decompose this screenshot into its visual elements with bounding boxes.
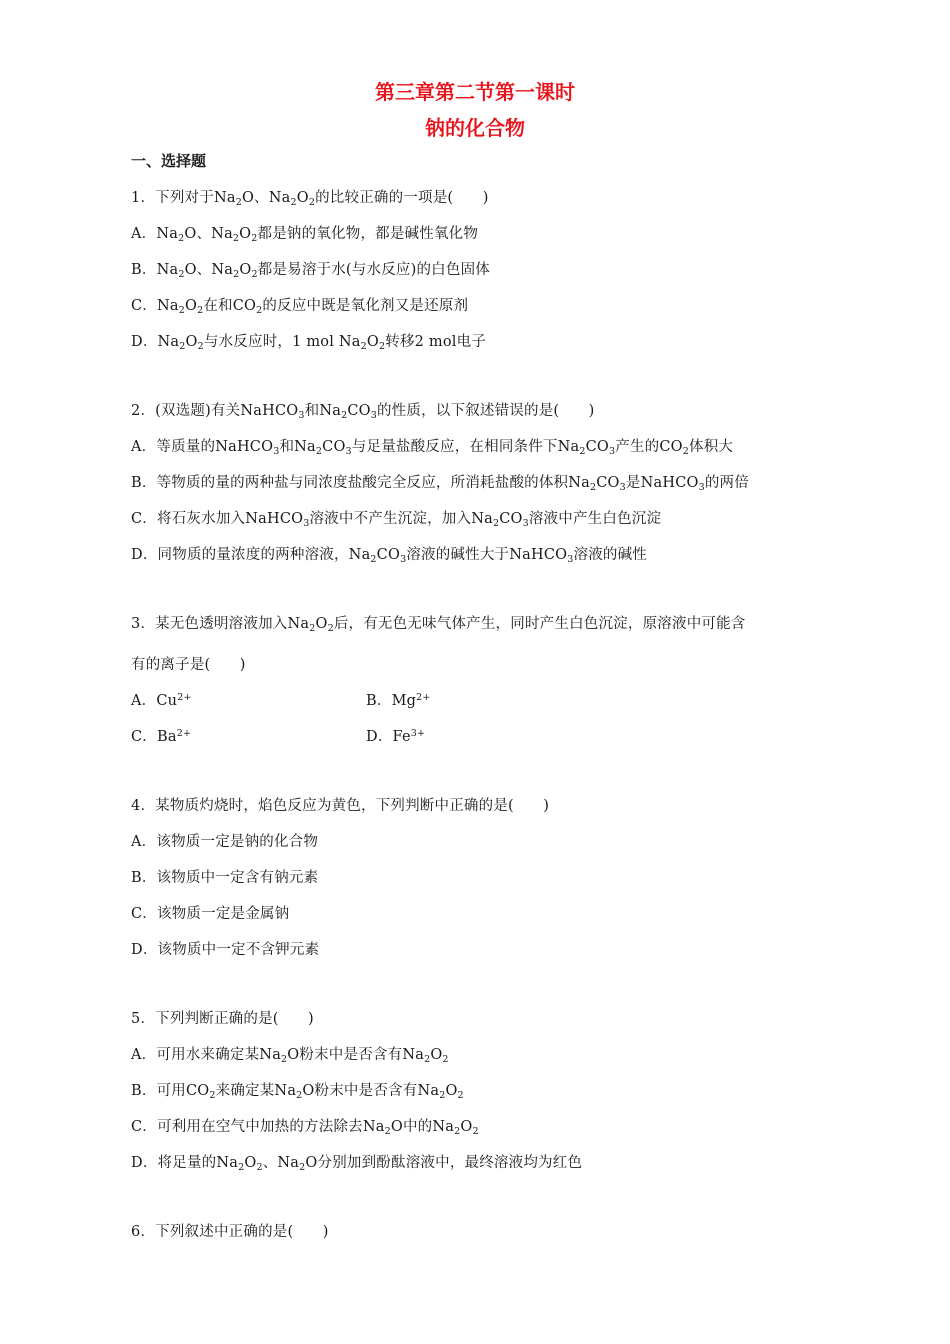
doc-title: 第三章第二节第一课时	[375, 80, 575, 104]
question-2-option-d: D．同物质的量浓度的两种溶液，$Na_2CO_3$溶液的碱性大于NaHCO$_3$溶液的碱性	[131, 547, 647, 565]
question-4-stem: 4．某物质灼烧时，焰色反应为黄色，下列判断中正确的是( )	[131, 798, 550, 814]
question-2-option-b: B．等物质的量的两种盐与同浓度盐酸完全反应，所消耗盐酸的体积$Na_2CO_3$是NaHCO$_3$的两倍	[131, 475, 749, 493]
question-3-stem-line2: 有的离子是( )	[131, 657, 246, 673]
question-4-option-a: A．该物质一定是钠的化合物	[131, 834, 319, 850]
question-1-option-d: D．$Na_2O_2$与水反应时，1 mol $Na_2O_2$转移2 mol电子	[131, 334, 487, 352]
question-4-option-d: D．该物质中一定不含钾元素	[131, 942, 320, 958]
question-6-stem: 6．下列叙述中正确的是( )	[131, 1224, 329, 1240]
question-4-option-b: B．该物质中一定含有钠元素	[131, 870, 319, 886]
question-3-stem-line1: 3．某无色透明溶液加入$Na_2O_2$后，有无色无味气体产生，同时产生白色沉淀，原溶液中可能含	[131, 616, 746, 634]
question-1-stem: 1．下列对于$Na_2O$、$Na_2O_2$的比较正确的一项是( )	[131, 190, 489, 208]
question-2-stem: 2．(双选题)有关NaHCO$_3$和$Na_2CO_3$的性质，以下叙述错误的是( )	[131, 403, 595, 421]
question-3-option-b: B．$Mg^{2+}$	[366, 692, 431, 709]
question-5-option-c: C．可利用在空气中加热的方法除去$Na_2O$中的$Na_2O_2$	[131, 1119, 479, 1137]
question-2-option-c: C．将石灰水加入NaHCO$_3$溶液中不产生沉淀，加入$Na_2CO_3$溶液中产生白色沉淀	[131, 511, 662, 529]
question-5-option-b: B．可用$CO_2$来确定某$Na_2O$粉末中是否含有$Na_2O_2$	[131, 1083, 464, 1101]
section-heading: 一、选择题	[131, 152, 207, 170]
question-1-option-a: A．$Na_2O$、$Na_2O_2$都是钠的氧化物，都是碱性氧化物	[131, 226, 479, 244]
doc-subtitle: 钠的化合物	[425, 116, 525, 140]
question-3-option-c: C．$Ba^{2+}$	[131, 728, 192, 745]
question-1-option-c: C．$Na_2O_2$在和$CO_2$的反应中既是氧化剂又是还原剂	[131, 298, 469, 316]
question-5-stem: 5．下列判断正确的是( )	[131, 1011, 314, 1027]
question-3-option-d: D．$Fe^{3+}$	[366, 728, 426, 745]
question-5-option-d: D．将足量的$Na_2O_2$、$Na_2O$分别加到酚酞溶液中，最终溶液均为红色	[131, 1155, 583, 1173]
question-4-option-c: C．该物质一定是金属钠	[131, 906, 290, 922]
question-2-option-a: A．等质量的NaHCO$_3$和$Na_2CO_3$与足量盐酸反应，在相同条件下$Na_2CO_3$产生的$CO_2$体积大	[131, 439, 734, 457]
question-5-option-a: A．可用水来确定某$Na_2O$粉末中是否含有$Na_2O_2$	[131, 1047, 449, 1065]
question-3-option-a: A．$Cu^{2+}$	[131, 692, 192, 709]
question-1-option-b: B．$Na_2O$、$Na_2O_2$都是易溶于水(与水反应)的白色固体	[131, 262, 490, 280]
